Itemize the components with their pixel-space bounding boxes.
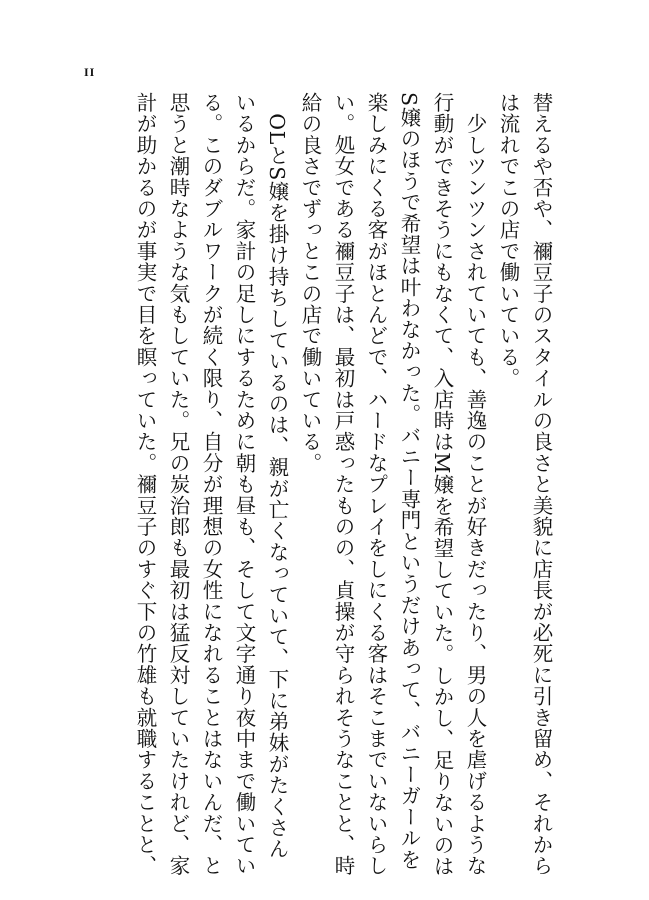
page-number: II bbox=[84, 65, 96, 79]
text-column: いるからだ。家計の足しにするために朝も昼も、そして文字通り夜中まで働いてい bbox=[232, 92, 256, 877]
text-column: 計が助かるのが事実で目を瞑っていた。禰豆子のすぐ下の竹雄も就職することと、 bbox=[133, 92, 157, 877]
text-column: は流れでこの店で働いている。 bbox=[496, 92, 520, 389]
text-column: る。このダブルワークが続く限り、自分が理想の女性になれることはないんだ、と bbox=[199, 92, 223, 877]
text-column: 替えるや否や、禰豆子のスタイルの良さと美貌に店長が必死に引き留め、それから bbox=[529, 92, 553, 877]
vertical-text-block bbox=[128, 92, 557, 877]
text-column: い。処女である禰豆子は、最初は戸惑ったものの、貞操が守られそうなことと、時 bbox=[331, 92, 355, 877]
text-column: 思うと潮時なような気もしていた。兄の炭治郎も最初は猛反対していたけれど、家 bbox=[166, 92, 190, 877]
text-column: 行動ができそうにもなくて、入店時はM嬢を希望していた。しかし、足りないのは bbox=[430, 92, 454, 877]
text-column: S嬢のほうで希望は叶わなかった。バニー専門というだけあって、バニーガールを bbox=[397, 92, 421, 870]
text-column: OLとS嬢を掛け持ちしているのは、親が亡くなっていて、下に弟妹がたくさん bbox=[265, 92, 289, 860]
text-column: 少しツンツンされていても、善逸のことが好きだったり、男の人を虐げるような bbox=[463, 92, 487, 877]
text-column: 楽しみにくる客がほとんどで、ハードなプレイをしにくる客はそこまでいないらし bbox=[364, 92, 388, 877]
text-column: 給の良さでずっとこの店で働いている。 bbox=[298, 92, 322, 474]
